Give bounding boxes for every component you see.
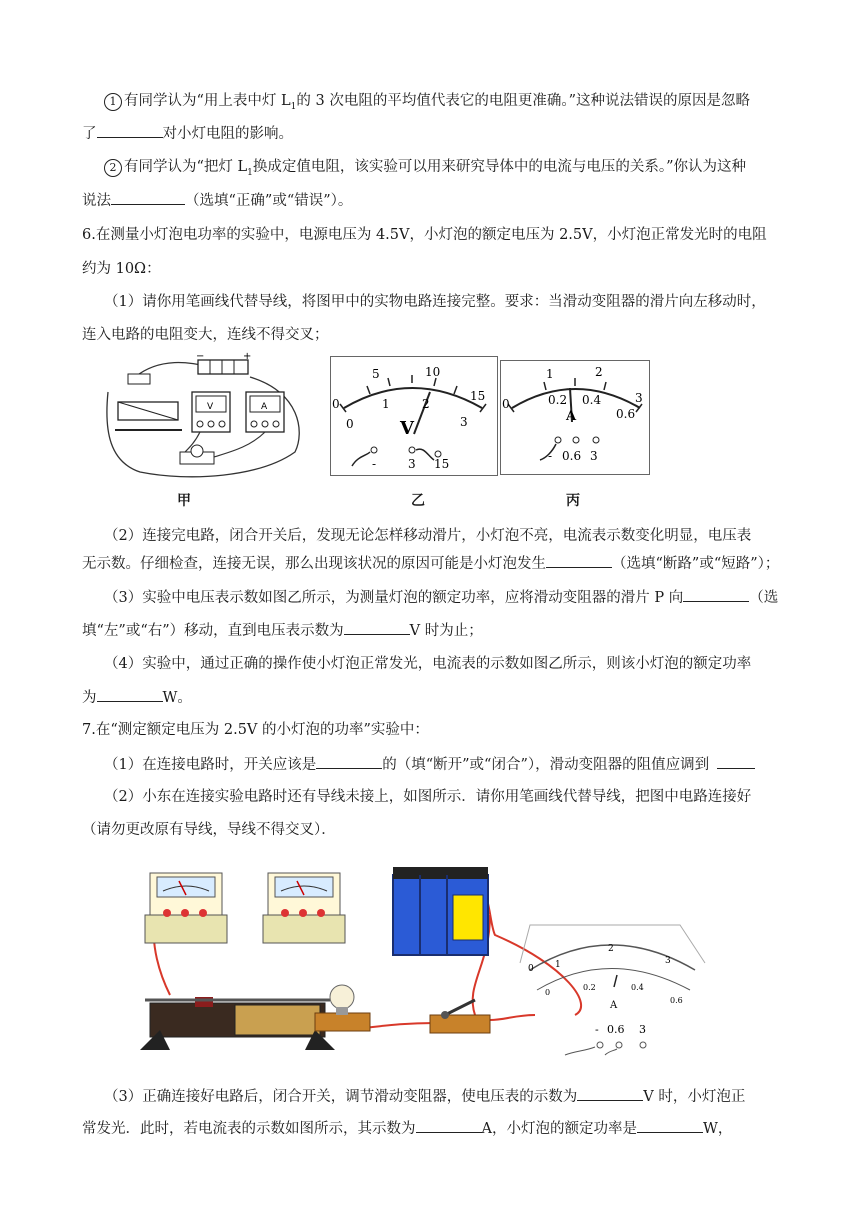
terminal-label: 3 xyxy=(408,457,416,471)
text: W， xyxy=(702,1121,733,1137)
rheostat-icon xyxy=(140,997,335,1050)
dial-bottom-label: 2 xyxy=(422,397,430,411)
q6-stem-1: 6.在测量小灯泡电功率的实验中，电源电压为 4.5V，小灯泡的额定电压为 2.5V，小灯泡正常发光时的电阻 xyxy=(82,227,767,243)
dial-top-label: 2 xyxy=(595,365,603,379)
dial-unit: A xyxy=(610,1000,618,1011)
terminal-label: - xyxy=(595,1023,599,1036)
text: （选 xyxy=(749,590,779,606)
text: A，小灯泡的额定功率是 xyxy=(481,1121,637,1137)
q7-part2-line1: （2）小东在连接实验电路时还有导线未接上，如图所示．请你用笔画线代替导线，把图中电路连接好 xyxy=(104,789,752,805)
terminal-label: 0.6 xyxy=(562,449,582,463)
q6-part1-line1: （1）请你用笔画线代替导线，将图甲中的实物电路连接完整。要求：当滑动变阻器的滑片向左移动时， xyxy=(104,294,766,310)
q7-part3-line2 xyxy=(82,1118,732,1139)
answer-blank[interactable] xyxy=(637,1118,703,1133)
q6-part3-line2 xyxy=(82,620,483,641)
answer-blank[interactable] xyxy=(97,687,163,702)
q7-part2-line2: （请勿更改原有导线，导线不得交叉）． xyxy=(82,822,336,838)
q6-stem-2: 约为 10Ω： xyxy=(82,261,161,277)
terminal-label: 3 xyxy=(590,449,598,463)
voltmeter-icon xyxy=(263,873,345,943)
q7-part3-line1 xyxy=(104,1086,745,1107)
text: 常发光．此时，若电流表的示数如图所示，其示数为 xyxy=(82,1121,416,1137)
dial-bottom-label: 0 xyxy=(545,988,551,997)
dial-bottom-label: 0.6 xyxy=(670,996,683,1005)
dial-unit: V xyxy=(400,418,414,439)
text: V 时，小灯泡正 xyxy=(643,1089,746,1105)
ammeter-dial-figure xyxy=(500,360,650,475)
answer-blank[interactable] xyxy=(577,1086,643,1101)
answer-blank[interactable] xyxy=(717,754,755,769)
switch-icon xyxy=(430,1000,490,1033)
answer-blank[interactable] xyxy=(546,553,612,568)
terminal-label: - xyxy=(372,457,377,471)
dial-bottom-label: 0 xyxy=(346,417,354,431)
svg-text:V: V xyxy=(207,402,214,412)
subscript: 1 xyxy=(290,101,297,112)
terminal-label: - xyxy=(548,449,553,463)
dial-top-label: 2 xyxy=(608,944,614,954)
text: 有同学认为“把灯 L xyxy=(124,159,248,175)
text: 为 xyxy=(82,690,97,706)
text: 换成定值电阻，该实验可以用来研究导体中的电流与电压的关系。”你认为这种 xyxy=(252,159,747,175)
dial-top-label: 1 xyxy=(546,367,554,381)
dial-bottom-label: 0.2 xyxy=(583,983,596,992)
terminal-label: 3 xyxy=(639,1023,646,1036)
dial-zero-label: 0 xyxy=(332,397,340,411)
voltmeter-dial-figure xyxy=(330,356,498,476)
q6-part2-line2 xyxy=(82,553,779,574)
text: 说法 xyxy=(82,193,111,209)
dial-unit: A xyxy=(566,409,577,424)
q5-item2-line2 xyxy=(82,190,352,211)
circled-number: 2 xyxy=(104,159,122,177)
text: 无示数。仔细检查，连接无误，那么出现该状况的原因可能是小灯泡发生 xyxy=(82,556,546,572)
switch-icon xyxy=(128,374,150,384)
dial-bottom-label: 0.2 xyxy=(548,393,568,407)
subscript: 1 xyxy=(247,167,253,178)
text: （3）实验中电压表示数如图乙所示，为测量灯泡的额定功率，应将滑动变阻器的滑片 P 向 xyxy=(104,590,684,606)
q6-part1-line2: 连入电路的电阻变大，连线不得交叉； xyxy=(82,327,329,343)
dial-bottom-label: 1 xyxy=(382,397,390,411)
dial-top-label: 10 xyxy=(425,365,441,379)
dial-top-label: 15 xyxy=(470,389,486,403)
text: 对小灯电阻的影响。 xyxy=(162,126,293,142)
text: V 时为止； xyxy=(409,623,483,639)
q6-part2-line1: （2）连接完电路，闭合开关后，发现无论怎样移动滑片，小灯泡不亮，电流表示数变化明显，电压表 xyxy=(104,528,752,544)
dial-top-label: 3 xyxy=(665,956,671,966)
q5-item2-line1 xyxy=(104,157,746,183)
dial-bottom-label: 0.4 xyxy=(631,983,644,992)
figure-label-jia: 甲 xyxy=(177,493,191,509)
dial-zero-label: 0 xyxy=(528,964,534,974)
answer-blank[interactable] xyxy=(316,754,382,769)
answer-blank[interactable] xyxy=(416,1118,482,1133)
dial-bottom-label: 0.6 xyxy=(616,407,636,421)
dial-top-label: 1 xyxy=(555,960,561,970)
text: （3）正确连接好电路后，闭合开关，调节滑动变阻器，使电压表的示数为 xyxy=(104,1089,578,1105)
q7-circuit-figure xyxy=(135,855,720,1065)
dial-bottom-label: 3 xyxy=(460,415,468,429)
terminal-label: 15 xyxy=(434,457,450,471)
q6-part4-line2 xyxy=(82,687,192,708)
dial-bottom-label: 0.4 xyxy=(582,393,602,407)
ammeter-dial xyxy=(520,925,705,1055)
text: 填“左”或“右”）移动，直到电压表示数为 xyxy=(82,623,344,639)
figure-label-yi: 乙 xyxy=(411,493,425,509)
answer-blank[interactable] xyxy=(683,587,749,602)
rheostat-icon xyxy=(115,402,182,430)
circled-number: 1 xyxy=(104,93,122,111)
q7-stem: 7.在“测定额定电压为 2.5V 的小灯泡的功率”实验中： xyxy=(82,722,429,738)
battery-icon xyxy=(198,360,248,374)
dial-zero-label: 0 xyxy=(502,397,510,411)
q5-item1-line2 xyxy=(82,123,293,144)
q6-part4-line1: （4）实验中，通过正确的操作使小灯泡正常发光，电流表的示数如图乙所示，则该小灯泡的额定功率 xyxy=(104,656,752,672)
answer-blank[interactable] xyxy=(97,123,163,138)
svg-text:A: A xyxy=(261,402,268,412)
text: 有同学认为“用上表中灯 L xyxy=(124,93,291,109)
answer-blank[interactable] xyxy=(344,620,410,635)
dial-top-label: 3 xyxy=(635,391,643,405)
text: （1）在连接电路时，开关应该是 xyxy=(104,757,317,773)
text: 了 xyxy=(82,126,97,142)
terminal-label: 0.6 xyxy=(607,1023,625,1036)
voltmeter-icon xyxy=(192,392,230,432)
figure-label-bing: 丙 xyxy=(566,493,580,509)
text: W。 xyxy=(162,690,192,706)
text: 的（填“断开”或“闭合”），滑动变阻器的阻值应调到 xyxy=(382,757,710,773)
svg-text:+: + xyxy=(243,352,252,362)
text: （选填“断路”或“短路”）； xyxy=(612,556,780,572)
q5-item1-line1 xyxy=(104,91,750,117)
circuit-figure-jia xyxy=(100,352,310,482)
svg-text:−: − xyxy=(196,352,205,362)
q6-part3-line1 xyxy=(104,587,778,608)
text: （选填“正确”或“错误”）。 xyxy=(185,193,353,209)
ammeter-icon xyxy=(145,873,227,943)
ammeter-icon xyxy=(246,392,284,432)
text: 的 3 次电阻的平均值代表它的电阻更准确。”这种说法错误的原因是忽略 xyxy=(296,93,750,109)
answer-blank[interactable] xyxy=(111,190,185,205)
q7-part1 xyxy=(104,754,755,775)
dial-top-label: 5 xyxy=(372,367,380,381)
battery-icon xyxy=(393,867,488,955)
lamp-icon xyxy=(180,445,214,464)
